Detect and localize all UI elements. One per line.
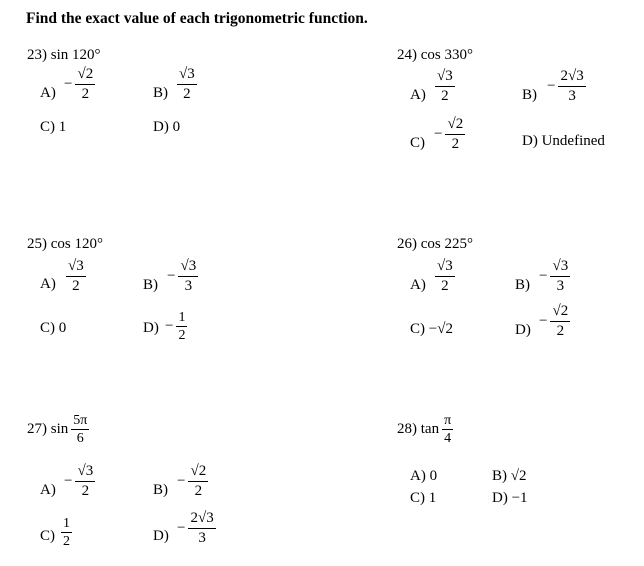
denominator: 2 — [183, 86, 191, 102]
choice-label: A) — [410, 87, 426, 103]
question-25 — [27, 236, 103, 253]
numerator: 2√3 — [188, 510, 215, 529]
minus-sign: − — [167, 267, 176, 284]
choice-27-d[interactable] — [177, 510, 216, 547]
choice-label: C) — [410, 321, 425, 337]
choice-label: B) — [153, 482, 168, 498]
numerator: √2 — [188, 463, 208, 482]
choice-27-c[interactable] — [61, 516, 72, 549]
denominator: 6 — [76, 431, 84, 446]
question-expression: cos 225° — [420, 236, 473, 252]
choice-25-a[interactable] — [66, 258, 86, 295]
numerator: √2 — [75, 66, 95, 85]
question-23 — [27, 47, 101, 64]
minus-sign: − — [177, 519, 186, 536]
choice-label: C) — [40, 119, 55, 135]
denominator: 2 — [441, 88, 449, 104]
function-name: tan — [420, 420, 440, 437]
numerator: π — [444, 413, 452, 428]
numerator: √3 — [550, 258, 570, 277]
choice-27-a[interactable] — [64, 463, 95, 500]
minus-sign: − — [64, 75, 73, 92]
choice-label: C) — [410, 135, 425, 151]
denominator: 2 — [72, 278, 80, 294]
denominator: 3 — [184, 278, 193, 294]
minus-sign: − — [547, 77, 556, 94]
question-26 — [397, 236, 473, 253]
choice-24-d[interactable] — [522, 133, 605, 150]
numerator: √3 — [178, 258, 198, 277]
numerator: √3 — [177, 66, 197, 85]
minus-sign: − — [177, 472, 186, 489]
denominator: 2 — [194, 483, 203, 499]
worksheet-title: Find the exact value of each trigonometric function. — [26, 10, 368, 27]
question-number: 25) — [27, 236, 47, 252]
choice-label: D) — [153, 119, 169, 135]
choice-23-d[interactable] — [153, 119, 180, 136]
denominator: 2 — [556, 323, 565, 339]
numerator: √3 — [75, 463, 95, 482]
question-number: 27) — [27, 420, 47, 437]
choice-value: √2 — [510, 468, 527, 484]
question-24 — [397, 47, 473, 64]
denominator: 4 — [444, 431, 452, 446]
choice-28-a[interactable] — [410, 468, 437, 485]
choice-value: Undefined — [541, 133, 605, 149]
choice-label: D) — [522, 133, 538, 149]
denominator: 2 — [178, 328, 186, 343]
minus-sign: − — [165, 317, 174, 334]
numerator: √3 — [435, 258, 455, 277]
choice-28-b[interactable] — [492, 468, 526, 485]
denominator: 2 — [81, 86, 90, 102]
choice-label: D) — [143, 320, 159, 336]
question-number: 28) — [397, 420, 417, 437]
denominator: 2 — [441, 278, 449, 294]
denominator: 2 — [451, 136, 460, 152]
choice-26-d[interactable] — [539, 303, 570, 340]
choice-26-a[interactable] — [435, 258, 455, 295]
choice-label: A) — [410, 277, 426, 293]
denominator: 3 — [556, 278, 565, 294]
choice-label: D) — [515, 322, 531, 338]
choice-25-d[interactable] — [165, 310, 187, 343]
numerator: 1 — [63, 516, 70, 531]
choice-23-c[interactable] — [40, 119, 66, 136]
question-27 — [27, 413, 89, 446]
choice-value: 0 — [429, 468, 438, 484]
question-number: 24) — [397, 47, 417, 63]
minus-sign: − — [539, 267, 548, 284]
minus-sign: − — [64, 472, 73, 489]
choice-label: A) — [40, 276, 56, 292]
denominator: 3 — [568, 88, 576, 104]
choice-23-a[interactable] — [64, 66, 95, 103]
question-expression: sin 120° — [50, 47, 101, 63]
choice-label: B) — [515, 277, 530, 293]
minus-sign: − — [539, 312, 548, 329]
choice-label: D) — [153, 528, 169, 544]
choice-26-b[interactable] — [539, 258, 570, 295]
numerator: 1 — [178, 310, 186, 325]
choice-24-b[interactable] — [547, 68, 586, 105]
minus-sign: − — [434, 125, 443, 142]
choice-label: A) — [410, 468, 426, 484]
choice-label: B) — [143, 277, 158, 293]
choice-24-c[interactable] — [434, 116, 465, 153]
numerator: √3 — [66, 258, 86, 277]
numerator: 2√3 — [558, 68, 585, 87]
choice-value: 0 — [58, 320, 67, 336]
denominator: 2 — [63, 534, 70, 549]
numerator: √2 — [445, 116, 465, 135]
choice-25-c[interactable] — [40, 320, 66, 337]
choice-label: A) — [40, 85, 56, 101]
choice-label: B) — [492, 468, 507, 484]
choice-label: D) — [492, 490, 508, 506]
function-name: sin — [50, 420, 69, 437]
choice-27-b[interactable] — [177, 463, 208, 500]
choice-label: C) — [40, 528, 55, 544]
choice-value: −1 — [511, 490, 528, 506]
choice-label: B) — [153, 85, 168, 101]
choice-label: A) — [40, 482, 56, 498]
choice-label: C) — [410, 490, 425, 506]
question-number: 23) — [27, 47, 47, 63]
numerator: √2 — [550, 303, 570, 322]
choice-label: C) — [40, 320, 55, 336]
denominator: 2 — [81, 483, 90, 499]
choice-28-c[interactable] — [410, 490, 436, 507]
numerator: √3 — [435, 68, 455, 87]
question-number: 26) — [397, 236, 417, 252]
question-28 — [397, 413, 453, 446]
choice-value: 0 — [172, 119, 181, 135]
choice-label: B) — [522, 87, 537, 103]
denominator: 3 — [198, 530, 206, 546]
choice-value: 1 — [58, 119, 67, 135]
numerator: 5π — [73, 413, 88, 428]
choice-value: −√2 — [428, 321, 453, 337]
question-expression: cos 120° — [50, 236, 103, 252]
choice-23-b[interactable] — [177, 66, 197, 103]
question-expression: cos 330° — [420, 47, 473, 63]
choice-value: 1 — [428, 490, 437, 506]
choice-28-d[interactable] — [492, 490, 528, 507]
choice-26-c[interactable] — [410, 321, 453, 338]
choice-24-a[interactable] — [435, 68, 455, 105]
choice-25-b[interactable] — [167, 258, 198, 295]
